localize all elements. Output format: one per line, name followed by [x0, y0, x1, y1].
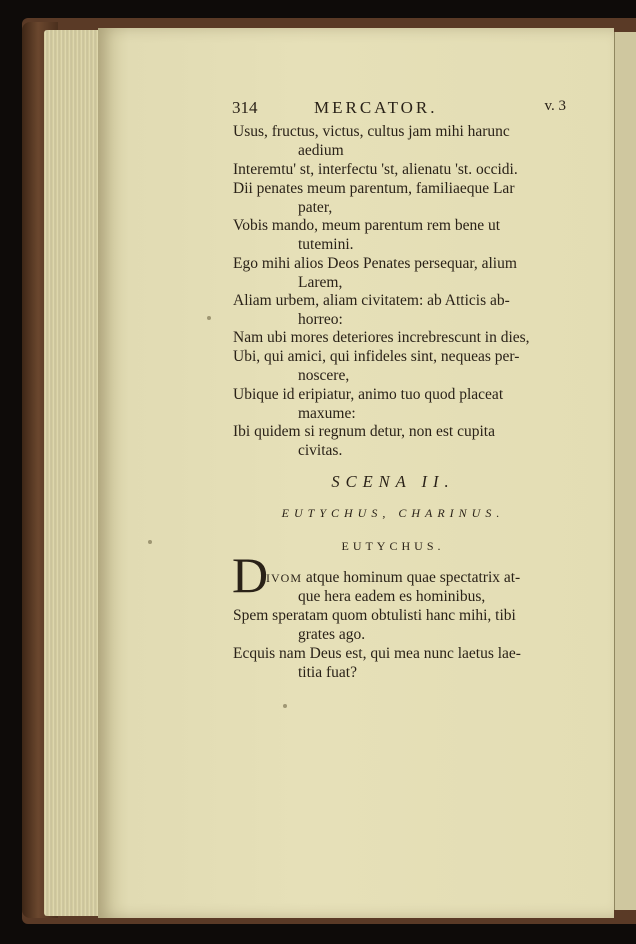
verse-continuation: maxume:	[298, 405, 356, 422]
verse-continuation: horreo:	[298, 311, 343, 328]
first-line-text: atque hominum quae spectatrix at-	[305, 569, 521, 586]
verse-line: Dii penates meum parentum, familiaeque Lar	[233, 180, 515, 197]
verse-continuation: aedium	[298, 142, 344, 159]
verse-line: Ego mihi alios Deos Penates persequar, alium	[233, 255, 517, 272]
verse-continuation: tutemini.	[298, 236, 354, 253]
drop-cap: D	[232, 547, 269, 603]
verse-continuation: Larem,	[298, 274, 343, 291]
speaker-name: EUTYCHUS.	[341, 539, 445, 553]
scene-heading: SCENA II.	[331, 472, 455, 491]
first-word-smallcaps: IVOM	[266, 571, 302, 585]
verse-line: Aliam urbem, aliam civitatem: ab Atticis ab-	[233, 292, 510, 309]
verse-line: Ecquis nam Deus est, qui mea nunc laetus lae-	[233, 645, 521, 662]
verse-continuation: titia fuat?	[298, 664, 357, 681]
signature-mark: v. 3	[544, 98, 566, 114]
running-title: MERCATOR.	[314, 98, 438, 117]
verse-line: Vobis mando, meum parentum rem bene ut	[233, 217, 501, 234]
verse-line: Spem speratam quom obtulisti hanc mihi, tibi	[233, 607, 516, 624]
verse-line: Ibi quidem si regnum detur, non est cupita	[233, 423, 495, 440]
verse-continuation: noscere,	[298, 367, 350, 384]
scene-persons: EUTYCHUS, CHARINUS.	[281, 506, 505, 520]
verse-line: Ubi, qui amici, qui infideles sint, nequeas per-	[233, 348, 520, 365]
verse-continuation: que hera eadem es hominibus,	[298, 588, 486, 605]
page-number: 314	[232, 98, 258, 117]
verse-line: Nam ubi mores deteriores increbrescunt in dies,	[233, 329, 530, 346]
verse-line: Interemtu' st, interfectu 'st, alienatu 'st. occidi.	[233, 161, 518, 178]
paper-speck	[283, 704, 287, 708]
verse-continuation: civitas.	[298, 442, 343, 459]
verse-line: Ubique id eripiatur, animo tuo quod placeat	[233, 386, 504, 403]
speech-first-line	[266, 568, 520, 588]
paper-speck	[148, 540, 152, 544]
verse-line: Usus, fructus, victus, cultus jam mihi harunc	[233, 123, 510, 140]
paper-speck	[207, 316, 211, 320]
verse-continuation: pater,	[298, 199, 333, 216]
facing-page-edge	[614, 32, 636, 910]
verse-continuation: grates ago.	[298, 626, 366, 643]
running-header	[232, 98, 572, 122]
